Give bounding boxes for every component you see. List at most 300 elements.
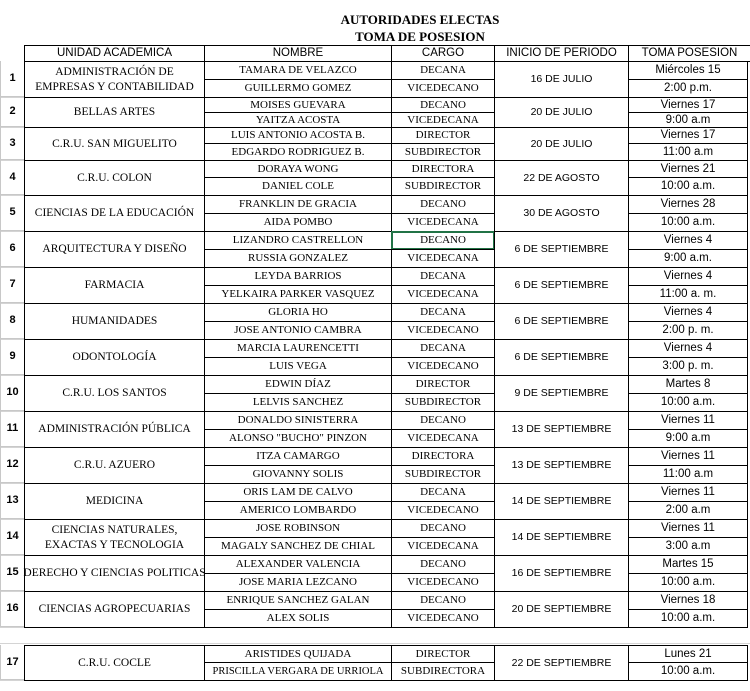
name-cell[interactable]	[204, 501, 392, 520]
posesion-day-cell[interactable]	[628, 127, 748, 144]
row-number-label: 5	[9, 206, 16, 218]
role-label: VICEDECANO	[407, 82, 479, 94]
name-cell[interactable]	[204, 285, 392, 304]
role-label: DECANA	[420, 306, 466, 318]
role-cell[interactable]	[391, 645, 495, 663]
name-label: YELKAIRA PARKER VASQUEZ	[221, 288, 375, 300]
posesion-time-cell[interactable]	[628, 213, 748, 232]
posesion-day-cell[interactable]	[628, 375, 748, 394]
role-label: DECANA	[420, 270, 466, 282]
row-number	[0, 127, 24, 160]
unit-cell[interactable]	[24, 195, 205, 232]
name-label: MOISES GUEVARA	[250, 98, 346, 111]
start-date-cell[interactable]	[494, 555, 629, 592]
start-date-cell[interactable]	[494, 127, 629, 161]
posesion-time-label: 2:00 p. m.	[662, 324, 714, 336]
start-date-cell[interactable]	[494, 519, 629, 556]
name-cell[interactable]	[204, 609, 392, 628]
role-label: DECANO	[420, 522, 466, 534]
posesion-day-cell[interactable]	[628, 447, 748, 466]
name-cell[interactable]	[204, 303, 392, 322]
role-cell[interactable]	[391, 231, 495, 250]
posesion-time-cell[interactable]	[628, 143, 748, 161]
posesion-time-cell[interactable]	[628, 429, 748, 448]
row-number	[0, 195, 24, 231]
name-cell[interactable]	[204, 127, 392, 144]
start-date-label: 13 DE SEPTIEMBRE	[511, 459, 612, 471]
role-cell[interactable]	[391, 519, 495, 538]
row-number	[0, 61, 24, 97]
role-cell[interactable]	[391, 143, 495, 161]
header-label: NOMBRE	[272, 47, 324, 59]
name-cell[interactable]	[204, 321, 392, 340]
posesion-time-label: 3:00 p. m.	[662, 360, 714, 372]
posesion-day-cell[interactable]	[628, 160, 748, 178]
posesion-day-label: Viernes 11	[661, 486, 715, 498]
unit-label: DERECHO Y CIENCIAS POLITICAS	[23, 567, 206, 579]
name-cell[interactable]	[204, 447, 392, 466]
unit-cell[interactable]	[24, 61, 205, 98]
posesion-day-label: Viernes 21	[660, 162, 716, 175]
unit-cell[interactable]	[24, 303, 205, 340]
start-date-cell[interactable]	[494, 267, 629, 304]
row-number	[0, 519, 24, 555]
name-cell[interactable]	[204, 339, 392, 358]
row-number-label: 14	[6, 530, 19, 542]
role-label: DECANA	[420, 486, 466, 498]
document-subtitle: TOMA DE POSESION	[355, 29, 485, 44]
start-date-cell[interactable]	[494, 231, 629, 268]
unit-label: ADMINISTRACIÓN DE	[55, 65, 174, 78]
start-date-cell[interactable]	[494, 61, 629, 98]
role-label: DECANO	[420, 98, 466, 111]
role-cell[interactable]	[391, 112, 495, 128]
role-cell[interactable]	[391, 213, 495, 232]
role-cell[interactable]	[391, 357, 495, 376]
role-label: VICEDECANA	[407, 540, 479, 552]
role-label: SUBDIRECTOR	[404, 468, 482, 480]
posesion-day-label: Viernes 4	[663, 270, 713, 282]
name-label: ARISTIDES QUIJADA	[244, 647, 352, 660]
start-date-cell[interactable]	[494, 645, 629, 681]
role-cell[interactable]	[391, 267, 495, 286]
name-cell[interactable]	[204, 393, 392, 412]
row-separator	[0, 627, 24, 628]
posesion-time-cell[interactable]	[628, 357, 748, 376]
role-cell[interactable]	[391, 537, 495, 556]
role-label: DIRECTOR	[415, 647, 471, 660]
role-label: VICEDECANA	[407, 113, 479, 126]
row-number-label: 3	[9, 136, 16, 149]
posesion-day-label: Viernes 4	[663, 306, 713, 318]
name-cell[interactable]	[204, 375, 392, 394]
header-inicio	[494, 45, 629, 62]
unit-cell[interactable]	[24, 231, 205, 268]
posesion-day-cell[interactable]	[628, 61, 748, 80]
name-label: LIZANDRO CASTRELLON	[232, 234, 364, 246]
start-date-cell[interactable]	[494, 97, 629, 128]
posesion-day-label: Viernes 4	[663, 342, 713, 354]
start-date-label: 20 DE JULIO	[530, 106, 593, 118]
unit-cell[interactable]	[24, 483, 205, 520]
start-date-label: 22 DE SEPTIEMBRE	[511, 656, 612, 669]
role-label: VICEDECANA	[407, 432, 479, 444]
name-cell[interactable]	[204, 213, 392, 232]
role-label: SUBDIRECTOR	[404, 396, 482, 408]
posesion-day-cell[interactable]	[628, 339, 748, 358]
posesion-time-label: 2:00 a.m	[665, 504, 711, 516]
unit-cell[interactable]	[24, 447, 205, 484]
name-cell[interactable]	[204, 112, 392, 128]
name-label: DONALDO SINISTERRA	[237, 414, 359, 426]
role-label: SUBDIRECTORA	[400, 665, 486, 677]
name-label: ORIS LAM DE CALVO	[243, 486, 353, 498]
row-number	[0, 339, 24, 375]
name-cell[interactable]	[204, 160, 392, 178]
name-cell[interactable]	[204, 662, 392, 681]
start-date-label: 14 DE SEPTIEMBRE	[511, 531, 612, 543]
role-cell[interactable]	[391, 411, 495, 430]
name-cell[interactable]	[204, 177, 392, 196]
unit-cell[interactable]	[24, 375, 205, 412]
row-number	[0, 447, 24, 483]
role-label: DECANO	[420, 414, 466, 426]
unit-cell[interactable]	[24, 591, 205, 628]
role-label: DECANA	[420, 64, 466, 76]
name-cell[interactable]	[204, 267, 392, 286]
name-label: JOSE ROBINSON	[255, 522, 341, 534]
role-cell[interactable]	[391, 303, 495, 322]
posesion-day-cell[interactable]	[628, 645, 748, 663]
start-date-label: 6 DE SEPTIEMBRE	[514, 243, 609, 255]
posesion-day-label: Miércoles 15	[655, 64, 721, 76]
name-label: LUIS ANTONIO ACOSTA B.	[231, 129, 365, 141]
unit-label: ADMINISTRACIÓN PÚBLICA	[38, 423, 191, 435]
document-title: AUTORIDADES ELECTAS	[340, 12, 500, 27]
posesion-time-cell[interactable]	[628, 112, 748, 128]
start-date-cell[interactable]	[494, 375, 629, 412]
start-date-label: 9 DE SEPTIEMBRE	[514, 387, 609, 399]
start-date-label: 14 DE SEPTIEMBRE	[511, 495, 612, 507]
role-cell[interactable]	[391, 555, 495, 574]
posesion-day-label: Lunes 21	[664, 647, 712, 660]
posesion-time-cell[interactable]	[628, 285, 748, 304]
posesion-time-cell[interactable]	[628, 609, 748, 628]
row-number-label: 13	[6, 494, 19, 506]
role-cell[interactable]	[391, 591, 495, 610]
name-cell[interactable]	[204, 465, 392, 484]
role-cell[interactable]	[391, 465, 495, 484]
posesion-day-cell[interactable]	[628, 411, 748, 430]
unit-label: CIENCIAS NATURALES,	[51, 523, 178, 536]
unit-label: C.R.U. AZUERO	[73, 459, 156, 471]
header-label: INICIO DE PERIODO	[506, 47, 617, 59]
role-label: DIRECTOR	[415, 378, 471, 390]
unit-label: C.R.U. COCLE	[78, 656, 151, 669]
posesion-time-cell[interactable]	[628, 79, 748, 98]
posesion-time-label: 3:00 a.m	[665, 540, 711, 552]
posesion-day-cell[interactable]	[628, 231, 748, 250]
row-number-label: 10	[6, 386, 19, 398]
unit-label: HUMANIDADES	[71, 315, 158, 327]
posesion-time-cell[interactable]	[628, 573, 748, 592]
header-toma	[628, 45, 750, 62]
name-label: GIOVANNY SOLIS	[252, 468, 344, 480]
posesion-time-cell[interactable]	[628, 177, 748, 196]
start-date-label: 22 DE AGOSTO	[523, 171, 600, 184]
role-cell[interactable]	[391, 393, 495, 412]
row-number-label: 7	[9, 278, 16, 290]
role-cell[interactable]	[391, 249, 495, 268]
posesion-time-label: 10:00 a.m.	[660, 665, 716, 677]
unit-label: ODONTOLOGÍA	[72, 351, 157, 363]
name-label: MARCIA LAURENCETTI	[237, 342, 359, 354]
row-number	[0, 555, 24, 591]
row-number	[0, 483, 24, 519]
name-cell[interactable]	[204, 195, 392, 214]
posesion-time-label: 9:00 a.m.	[664, 252, 712, 264]
role-label: DIRECTOR	[415, 129, 471, 141]
start-date-label: 6 DE SEPTIEMBRE	[514, 279, 609, 291]
start-date-cell[interactable]	[494, 483, 629, 520]
role-label: VICEDECANO	[407, 504, 479, 516]
unit-label: FARMACIA	[84, 279, 145, 291]
name-cell[interactable]	[204, 249, 392, 268]
posesion-day-cell[interactable]	[628, 555, 748, 574]
unit-cell[interactable]	[24, 519, 205, 556]
role-cell[interactable]	[391, 79, 495, 98]
name-cell[interactable]	[204, 519, 392, 538]
role-label: DIRECTORA	[411, 450, 475, 462]
role-label: VICEDECANO	[407, 612, 479, 624]
posesion-day-label: Viernes 11	[661, 450, 715, 462]
name-label: FRANKLIN DE GRACIA	[239, 198, 357, 210]
posesion-time-label: 9:00 a.m	[665, 113, 711, 126]
name-cell[interactable]	[204, 231, 392, 250]
posesion-time-label: 10:00 a.m.	[660, 576, 716, 588]
name-label: JOSE MARIA LEZCANO	[239, 576, 357, 588]
row-number	[0, 97, 24, 127]
name-cell[interactable]	[204, 79, 392, 98]
row-number-label: 17	[6, 655, 19, 668]
start-date-cell[interactable]	[494, 411, 629, 448]
role-cell[interactable]	[391, 483, 495, 502]
header-label: UNIDAD ACADEMICA	[56, 47, 173, 59]
start-date-label: 20 DE SEPTIEMBRE	[511, 603, 612, 615]
unit-label: CIENCIAS AGROPECUARIAS	[38, 603, 191, 615]
name-label: JOSE ANTONIO CAMBRA	[234, 324, 362, 336]
row-number	[0, 267, 24, 303]
row-number-label: 12	[6, 458, 19, 470]
header-nombre	[204, 45, 392, 62]
role-label: VICEDECANA	[407, 288, 479, 300]
name-label: DORAYA WONG	[257, 162, 339, 175]
start-date-label: 6 DE SEPTIEMBRE	[514, 351, 609, 363]
posesion-time-cell[interactable]	[628, 537, 748, 556]
unit-label: BELLAS ARTES	[73, 106, 156, 118]
start-date-cell[interactable]	[494, 591, 629, 628]
unit-cell[interactable]	[24, 160, 205, 196]
row-number-label: 1	[9, 72, 16, 84]
name-label: EDGARDO RODRIGUEZ B.	[231, 145, 365, 158]
posesion-time-label: 10:00 a.m.	[660, 180, 716, 192]
posesion-day-cell[interactable]	[628, 519, 748, 538]
posesion-day-cell[interactable]	[628, 303, 748, 322]
row-number	[0, 231, 24, 267]
name-cell[interactable]	[204, 429, 392, 448]
posesion-day-label: Viernes 11	[661, 522, 715, 534]
role-cell[interactable]	[391, 97, 495, 113]
role-label: VICEDECANO	[407, 576, 479, 588]
name-label: ALEXANDER VALENCIA	[235, 558, 361, 570]
name-label: AMERICO LOMBARDO	[239, 504, 357, 516]
name-label: PRISCILLA VERGARA DE URRIOLA	[212, 666, 384, 677]
start-date-cell[interactable]	[494, 195, 629, 232]
posesion-day-cell[interactable]	[628, 591, 748, 610]
name-cell[interactable]	[204, 645, 392, 663]
start-date-label: 13 DE SEPTIEMBRE	[511, 423, 612, 435]
posesion-time-cell[interactable]	[628, 465, 748, 484]
role-label: DIRECTORA	[411, 162, 475, 175]
posesion-day-cell[interactable]	[628, 97, 748, 113]
unit-cell[interactable]	[24, 127, 205, 161]
unit-cell[interactable]	[24, 411, 205, 448]
role-cell[interactable]	[391, 339, 495, 358]
name-cell[interactable]	[204, 483, 392, 502]
name-label: ENRIQUE SANCHEZ GALAN	[226, 594, 370, 606]
posesion-day-cell[interactable]	[628, 483, 748, 502]
name-cell[interactable]	[204, 61, 392, 80]
unit-cell[interactable]	[24, 97, 205, 128]
posesion-time-label: 2:00 p.m.	[664, 82, 712, 94]
name-cell[interactable]	[204, 591, 392, 610]
posesion-time-cell[interactable]	[628, 393, 748, 412]
posesion-time-cell[interactable]	[628, 501, 748, 520]
role-cell[interactable]	[391, 177, 495, 196]
name-cell[interactable]	[204, 573, 392, 592]
role-label: VICEDECANA	[407, 216, 479, 228]
role-label: VICEDECANO	[407, 360, 479, 372]
row-number-label: 6	[9, 242, 16, 254]
name-label: EDWIN DÍAZ	[265, 378, 331, 390]
role-cell[interactable]	[391, 61, 495, 80]
row-number	[0, 591, 24, 627]
name-label: ITZA CAMARGO	[256, 450, 340, 462]
start-date-cell[interactable]	[494, 303, 629, 340]
unit-cell[interactable]	[24, 267, 205, 304]
posesion-day-cell[interactable]	[628, 267, 748, 286]
name-label: AIDA POMBO	[263, 216, 333, 228]
role-cell[interactable]	[391, 573, 495, 592]
name-label: LEYDA BARRIOS	[254, 270, 342, 282]
name-label: ALEX SOLIS	[266, 612, 330, 624]
role-cell[interactable]	[391, 375, 495, 394]
posesion-time-label: 11:00 a.m	[662, 468, 714, 480]
empty-row-line	[0, 643, 750, 644]
posesion-day-label: Martes 8	[665, 378, 711, 390]
role-cell[interactable]	[391, 321, 495, 340]
role-cell[interactable]	[391, 447, 495, 466]
row-number-label: 8	[9, 314, 16, 326]
role-cell[interactable]	[391, 501, 495, 520]
name-label: GUILLERMO GOMEZ	[244, 82, 352, 94]
posesion-day-label: Viernes 17	[660, 98, 716, 111]
posesion-time-cell[interactable]	[628, 321, 748, 340]
role-cell[interactable]	[391, 127, 495, 144]
row-number-label: 9	[9, 350, 16, 362]
unit-label: CIENCIAS DE LA EDUCACIÓN	[34, 207, 195, 219]
name-label: GLORIA HO	[268, 306, 328, 318]
unit-label: ARQUITECTURA Y DISEÑO	[42, 243, 187, 255]
row-separator	[0, 680, 24, 681]
posesion-time-label: 10:00 a.m.	[660, 396, 716, 408]
name-cell[interactable]	[204, 97, 392, 113]
name-cell[interactable]	[204, 357, 392, 376]
row-number	[0, 303, 24, 339]
role-cell[interactable]	[391, 195, 495, 214]
name-label: MAGALY SANCHEZ DE CHIAL	[220, 540, 375, 552]
name-cell[interactable]	[204, 537, 392, 556]
name-label: LELVIS SANCHEZ	[252, 396, 344, 408]
posesion-time-label: 10:00 a.m.	[660, 612, 716, 624]
posesion-day-label: Viernes 28	[660, 198, 716, 210]
role-cell[interactable]	[391, 160, 495, 178]
role-cell[interactable]	[391, 429, 495, 448]
start-date-label: 30 DE AGOSTO	[523, 207, 600, 219]
posesion-time-cell[interactable]	[628, 249, 748, 268]
row-number-label: 15	[6, 566, 19, 578]
name-cell[interactable]	[204, 411, 392, 430]
name-label: TAMARA DE VELAZCO	[239, 64, 357, 76]
header-label: CARGO	[421, 47, 465, 59]
row-number	[0, 645, 24, 680]
row-number-label: 4	[9, 170, 16, 183]
posesion-day-label: Martes 15	[662, 558, 714, 570]
unit-cell[interactable]	[24, 555, 205, 592]
start-date-cell[interactable]	[494, 160, 629, 196]
unit-cell[interactable]	[24, 645, 205, 681]
role-label: DECANO	[420, 198, 466, 210]
role-label: DECANO	[420, 594, 466, 606]
posesion-day-label: Viernes 18	[660, 594, 716, 606]
name-cell[interactable]	[204, 143, 392, 161]
row-number	[0, 411, 24, 447]
role-label: DECANO	[420, 234, 466, 246]
posesion-time-label: 10:00 a.m.	[660, 216, 716, 228]
start-date-label: 6 DE SEPTIEMBRE	[514, 315, 609, 327]
posesion-time-label: 11:00 a. m.	[659, 288, 717, 300]
name-label: LUIS VEGA	[269, 360, 327, 372]
row-number-label: 16	[6, 602, 19, 614]
start-date-cell[interactable]	[494, 447, 629, 484]
posesion-day-label: Viernes 4	[663, 234, 713, 246]
row-number-label: 11	[6, 422, 19, 434]
unit-label: EMPRESAS Y CONTABILIDAD	[35, 80, 194, 93]
posesion-day-cell[interactable]	[628, 195, 748, 214]
unit-cell[interactable]	[24, 339, 205, 376]
role-label: VICEDECANO	[407, 324, 479, 336]
unit-label: C.R.U. LOS SANTOS	[62, 387, 167, 399]
role-cell[interactable]	[391, 662, 495, 681]
role-label: DECANO	[420, 558, 466, 570]
role-cell[interactable]	[391, 285, 495, 304]
start-date-label: 20 DE JULIO	[530, 137, 593, 150]
name-cell[interactable]	[204, 555, 392, 574]
name-label: YAITZA ACOSTA	[255, 113, 341, 126]
role-cell[interactable]	[391, 609, 495, 628]
start-date-cell[interactable]	[494, 339, 629, 376]
posesion-time-cell[interactable]	[628, 662, 748, 681]
